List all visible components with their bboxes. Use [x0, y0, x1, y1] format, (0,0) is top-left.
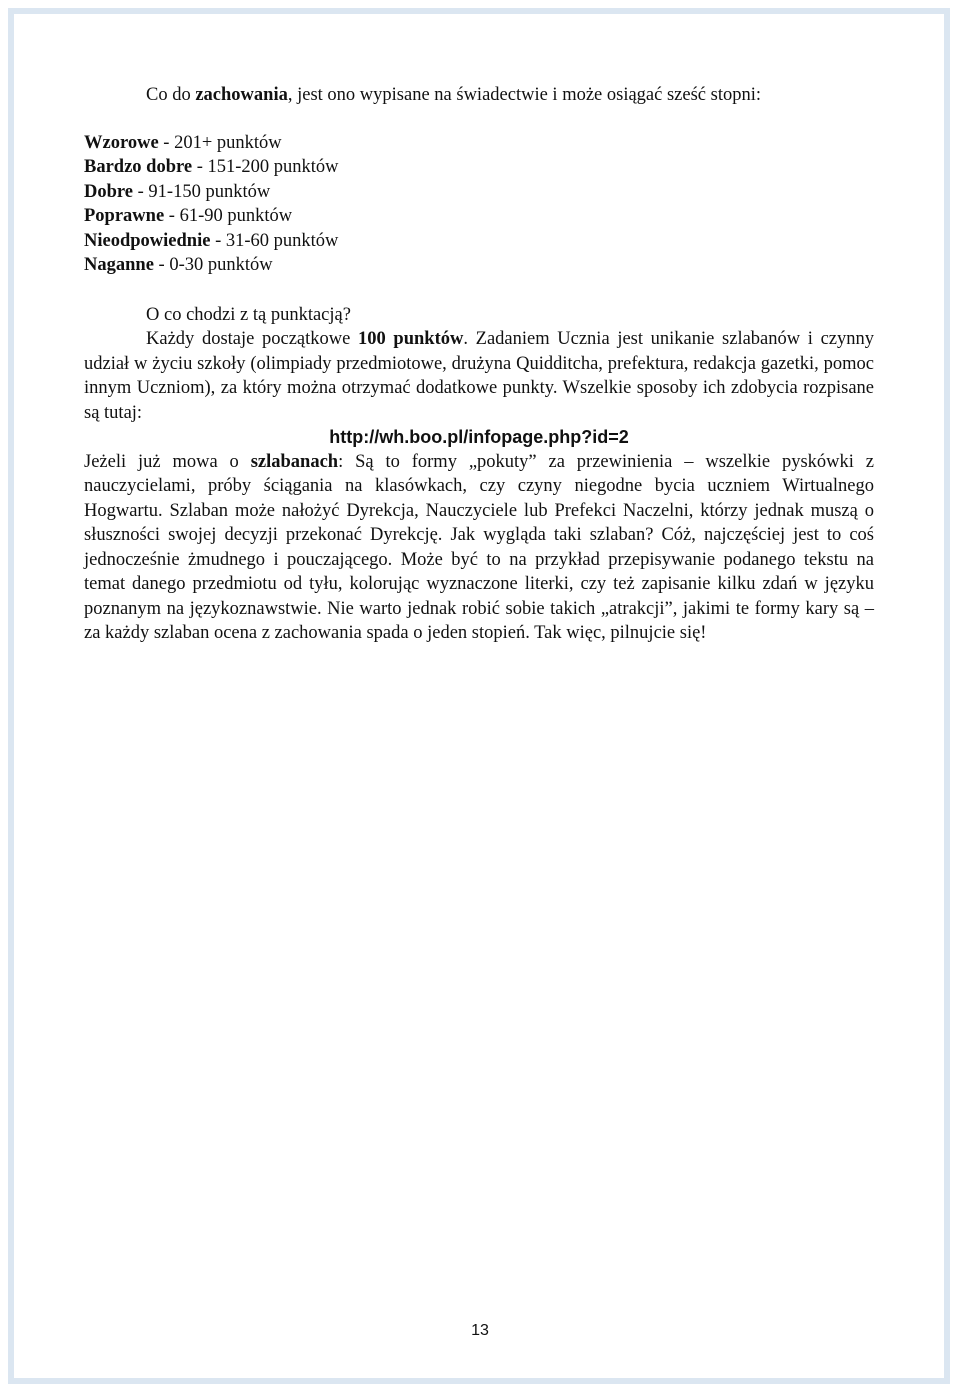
- grade-item: [84, 131, 874, 156]
- grade-range: - 31-60 punktów: [210, 230, 339, 251]
- grade-item: [84, 180, 874, 205]
- detention-paragraph: [84, 450, 874, 646]
- document-body: [84, 83, 874, 646]
- intro-text-start: Co do: [146, 85, 196, 105]
- grade-name: Wzorowe: [84, 132, 159, 153]
- points-paragraph: [84, 327, 874, 425]
- info-link[interactable]: http://wh.boo.pl/infopage.php?id=2: [329, 427, 629, 447]
- intro-paragraph: [146, 83, 874, 108]
- grade-item: [84, 204, 874, 229]
- grade-item: [84, 229, 874, 254]
- points-text-rest: . Zadaniem Ucznia jest unikanie szlabanów i czynny udział w życiu szkoły (olimpiady przedmiotowe, drużyna Quidditcha, prefektura, redakcja gazetki, pomoc innym Uczniom), za który można otrzymać dodatkowe punkty. Wszelkie sposoby ich zdobycia rozpisane są tutaj:: [84, 329, 874, 423]
- detention-text-start: Jeżeli już mowa o: [84, 451, 251, 472]
- points-text-start: Każdy dostaje początkowe: [146, 329, 359, 349]
- intro-text-end: , jest ono wypisane na świadectwie i może osiągać sześć stopni:: [287, 85, 762, 105]
- page-number: 13: [471, 1322, 489, 1339]
- grade-name: Naganne: [84, 255, 154, 275]
- intro-bold-term: zachowania: [195, 85, 288, 105]
- grade-item: [84, 155, 874, 180]
- grade-range: - 0-30 punktów: [153, 255, 273, 275]
- grade-range: - 151-200 punktów: [192, 157, 339, 177]
- grade-name: Dobre: [84, 181, 133, 202]
- grade-range: - 61-90 punktów: [164, 206, 293, 226]
- detention-bold-term: szlabanach: [250, 451, 339, 472]
- grade-range: - 91-150 punktów: [133, 181, 271, 202]
- grade-name: Bardzo dobre: [84, 157, 193, 177]
- points-bold-term: 100 punktów: [358, 329, 464, 349]
- question-line: O co chodzi z tą punktacją?: [146, 304, 351, 325]
- grade-list: [84, 131, 874, 278]
- grade-range: - 201+ punktów: [158, 132, 282, 153]
- grade-name: Nieodpowiednie: [84, 230, 211, 251]
- grade-item: [84, 253, 874, 278]
- grade-name: Poprawne: [84, 206, 165, 226]
- detention-text-rest: : Są to formy „pokuty” za przewinienia – wszelkie pyskówki z nauczycielami, próby ściągania na klasówkach, czy czyny niegodne bycia uczniem Wirtualnego Hogwartu. Szlaban może nałożyć Dyrekcja, Nauczyciele lub Prefekci Naczelni, którzy jednak muszą o słuszności swojej decyzji przekonać Dyrekcję. Jak wygląda taki szlaban? Cóż, najczęściej jest to coś jednocześnie żmudnego i pouczającego. Może być to na przykład przepisywanie podanego tekstu na temat danego przedmiotu od tyłu, kolorując wyznaczone literki, czy też zapisanie kilku zdań w języku poznanym na językoznawstwie. Nie warto jednak robić sobie takich „atrakcji”, jakimi te formy kary są – za każdy szlaban ocena z zachowania spada o jeden stopień. Tak więc, pilnujcie się!: [84, 451, 874, 643]
